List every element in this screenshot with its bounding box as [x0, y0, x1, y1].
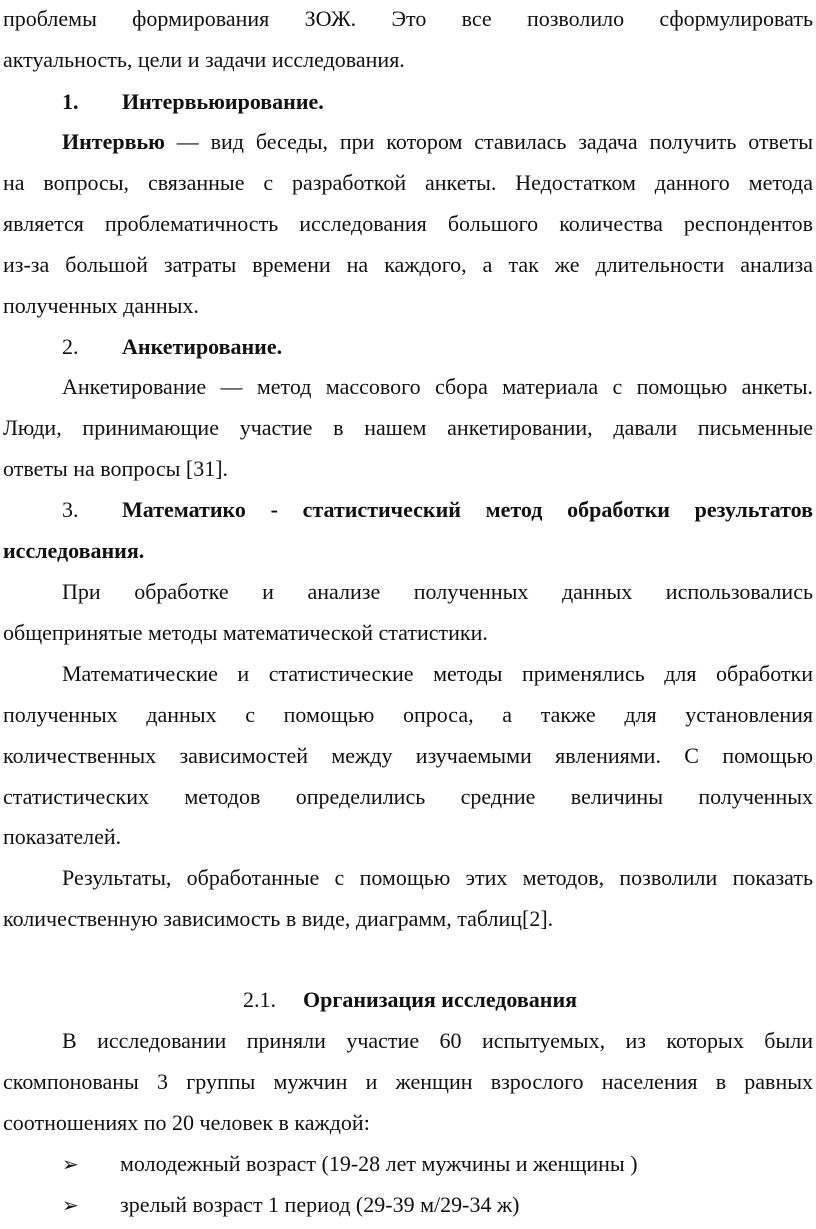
list-item: ➢ зрелый возраст 1 период (29-39 м/29-34 ж) — [62, 1192, 520, 1217]
heading-survey: 2. Анкетирование. — [62, 334, 283, 359]
text-line: общепринятые методы математической статистики. — [3, 620, 488, 645]
arrow-bullet-icon: ➢ — [62, 1193, 79, 1217]
text-line: полученных данных. — [3, 293, 199, 318]
text-line: Анкетирование — метод массового сбора материала с помощью анкеты. — [62, 374, 813, 399]
text-line: соотношениях по 20 человек в каждой: — [3, 1110, 370, 1135]
text-line: ответы на вопросы [31]. — [3, 456, 229, 481]
text-line: Интервью — вид беседы, при котором ставилась задача получить ответы — [62, 129, 813, 154]
text-line: количественных зависимостей между изучаемыми явлениями. С помощью — [3, 743, 813, 768]
text-line: проблемы формирования ЗОЖ. Это все позволило сформулировать — [3, 6, 813, 31]
text-line: из-за большой затраты времени на каждого, а так же длительности анализа — [3, 252, 813, 277]
text-line: на вопросы, связанные с разработкой анкеты. Недостатком данного метода — [3, 170, 813, 195]
list-item: ➢ молодежный возраст (19-28 лет мужчины и женщины ) — [62, 1151, 638, 1176]
heading-math-stat-cont: исследования. — [3, 538, 145, 563]
text-line: показателей. — [3, 824, 122, 849]
section-heading: 2.1. Организация исследования — [243, 987, 578, 1012]
arrow-bullet-icon: ➢ — [62, 1152, 79, 1176]
text-line: скомпонованы 3 группы мужчин и женщин взрослого населения в равных — [3, 1069, 813, 1094]
text-line: Результаты, обработанные с помощью этих методов, позволили показать — [62, 865, 813, 890]
text-line: статистических методов определились средние величины полученных — [3, 784, 813, 809]
text-line: количественную зависимость в виде, диаграмм, таблиц[2]. — [3, 906, 554, 931]
text-line: При обработке и анализе полученных данных использовались — [62, 579, 813, 604]
text-line: актуальность, цели и задачи исследования. — [3, 47, 405, 72]
heading-math-stat: 3. Математико - статистический метод обработки результатов — [62, 497, 813, 522]
text-line: Математические и статистические методы применялись для обработки — [62, 661, 813, 686]
text-line: является проблематичность исследования большого количества респондентов — [3, 211, 813, 236]
text-line: полученных данных с помощью опроса, а также для установления — [3, 702, 813, 727]
text-line: В исследовании приняли участие 60 испытуемых, из которых были — [62, 1028, 813, 1053]
text-line: Люди, принимающие участие в нашем анкетировании, давали письменные — [3, 415, 813, 440]
heading-interviewing: 1. Интервьюирование. — [62, 89, 324, 114]
